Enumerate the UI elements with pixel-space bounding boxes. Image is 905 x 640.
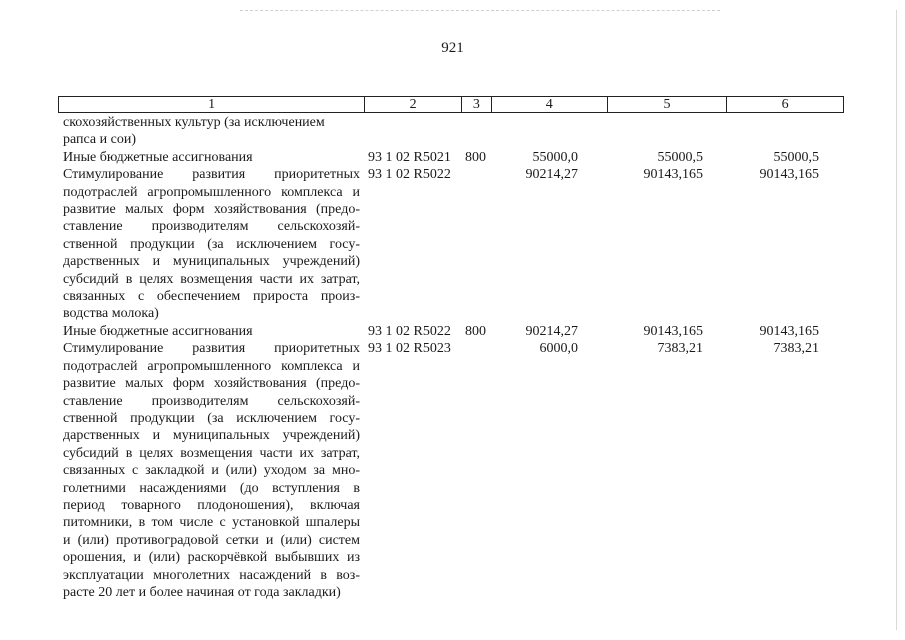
table-row <box>63 114 853 149</box>
description-line: Стимулирование развития приоритетных <box>63 167 360 183</box>
description-line: ставление производителям сельскохозяй- <box>63 393 360 409</box>
description-line: голетними насаждениями (до вступления в <box>63 480 360 496</box>
description-line: период товарного плодоношения), включая <box>63 497 360 513</box>
table-body <box>63 114 853 601</box>
header-col-6: 6 <box>781 97 789 112</box>
description-line: и (или) противоградовой сетки и (или) систем <box>63 532 360 548</box>
description-line: подотраслей агропромышленного комплекса и <box>63 184 360 200</box>
row-value-5: 55000,5 <box>657 149 703 165</box>
description-line: ственной продукции (за исключением госу- <box>63 410 360 426</box>
description-line: ставление производителям сельскохозяй- <box>63 219 360 235</box>
header-col-4: 4 <box>492 97 608 112</box>
table-row <box>63 166 853 323</box>
row-value-5: 7383,21 <box>657 341 703 357</box>
row-value-6: 90143,165 <box>759 323 819 339</box>
table-header <box>58 96 844 113</box>
description-line: Иные бюджетные ассигнования <box>63 149 253 165</box>
description-line: дарственных и муниципальных учреждений) <box>63 254 360 270</box>
row-value-6: 55000,5 <box>773 149 819 165</box>
description-line: ственной продукции (за исключением госу- <box>63 236 360 252</box>
row-value-5: 90143,165 <box>643 167 703 183</box>
description-line: субсидий в целях возмещения части их затрат, <box>63 271 360 287</box>
row-value-6: 7383,21 <box>773 341 819 357</box>
description-line: связанных с обеспечением прироста произ- <box>63 289 360 305</box>
row-value-4: 90214,27 <box>525 323 578 339</box>
description-line: водства молока) <box>63 306 159 322</box>
description-line: эксплуатации многолетних насаждений в воз- <box>63 567 360 583</box>
description-line: рапса и сои) <box>63 132 136 148</box>
description-line: подотраслей агропромышленного комплекса и <box>63 358 360 374</box>
row-description <box>63 166 360 323</box>
table-row <box>63 340 853 601</box>
row-type: 800 <box>465 323 486 339</box>
row-code: 93 1 02 R5022 <box>368 323 451 339</box>
row-code: 93 1 02 R5022 <box>368 167 451 183</box>
row-description <box>63 149 360 166</box>
row-description <box>63 323 360 340</box>
row-value-5: 90143,165 <box>643 323 703 339</box>
header-col-3: 3 <box>462 97 492 112</box>
row-description <box>63 340 360 601</box>
row-value-4: 6000,0 <box>539 341 578 357</box>
description-line: дарственных и муниципальных учреждений) <box>63 428 360 444</box>
scan-edge-top <box>240 10 720 12</box>
row-type: 800 <box>465 149 486 165</box>
table-row <box>63 323 853 340</box>
scan-edge-right <box>896 10 897 630</box>
header-col-1: 1 <box>59 97 365 112</box>
description-line: связанных с закладкой и (или) уходом за мно- <box>63 463 360 479</box>
row-description <box>63 114 360 149</box>
description-line: субсидий в целях возмещения части их затрат, <box>63 445 360 461</box>
description-line: питомники, в том числе с установкой шпалеры <box>63 515 360 531</box>
page-number: 921 <box>441 40 464 56</box>
description-line: скохозяйственных культур (за исключением <box>63 115 325 130</box>
header-col-5: 5 <box>608 97 728 112</box>
header-col-2: 2 <box>365 97 462 112</box>
row-code: 93 1 02 R5021 <box>368 149 451 165</box>
description-line: орошения, и (или) раскорчёвкой выбывших из <box>63 550 360 566</box>
row-code: 93 1 02 R5023 <box>368 341 451 357</box>
description-line: Стимулирование развития приоритетных <box>63 341 360 357</box>
table-row <box>63 149 853 166</box>
description-line: развитие малых форм хозяйствования (предо- <box>63 376 360 392</box>
description-line: развитие малых форм хозяйствования (предо- <box>63 202 360 218</box>
row-value-4: 55000,0 <box>532 149 578 165</box>
row-value-6: 90143,165 <box>759 167 819 183</box>
row-value-4: 90214,27 <box>525 167 578 183</box>
description-line: расте 20 лет и более начиная от года закладки) <box>63 584 341 600</box>
description-line: Иные бюджетные ассигнования <box>63 323 253 339</box>
